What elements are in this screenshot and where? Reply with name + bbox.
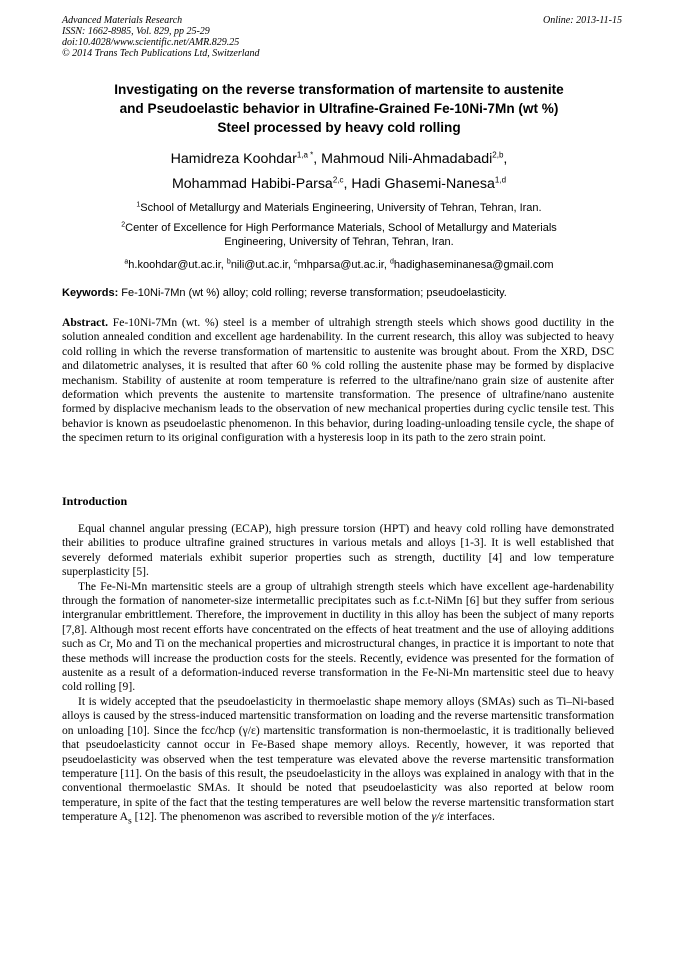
affil-text: Engineering, University of Tehran, Tehran, Iran. bbox=[224, 236, 454, 248]
authors-line-2 bbox=[40, 175, 638, 193]
paragraph bbox=[62, 695, 614, 829]
author-affil-mark: 2,b bbox=[492, 150, 504, 160]
issn-line: ISSN: 1662-8985, Vol. 829, pp 25-29 bbox=[62, 26, 210, 37]
keywords-text: Fe-10Ni-7Mn (wt %) alloy; cold rolling; reverse transformation; pseudoelasticity. bbox=[118, 287, 507, 299]
author-affil-mark: 1,d bbox=[494, 175, 507, 185]
subscript: s bbox=[128, 815, 132, 827]
keywords bbox=[62, 286, 618, 300]
title-line-3: Steel processed by heavy cold rolling bbox=[217, 120, 461, 135]
author-name: , Hadi Ghasemi-Nanesa bbox=[343, 176, 495, 192]
affiliation-1 bbox=[60, 201, 618, 215]
online-date: Online: 2013-11-15 bbox=[543, 15, 622, 26]
email-mark: d bbox=[389, 258, 394, 266]
email-link[interactable]: hadighaseminanesa@gmail.com bbox=[393, 259, 554, 271]
paragraph-text: interfaces. bbox=[443, 810, 495, 824]
author-name: Hamidreza Koohdar bbox=[170, 151, 297, 167]
author-affil-mark: 2,c bbox=[332, 175, 344, 185]
paragraph: Equal channel angular pressing (ECAP), high pressure torsion (HPT) and heavy cold rolling have demonstrated their abilities to produce ultrafine grained structures in various metals and alloys [1-3]. It is well established that severely deformed materials exhibit superior properties such as strength, ductility [4] and low temperature superplasticity [5]. bbox=[62, 522, 614, 579]
affil-text: School of Metallurgy and Materials Engineering, University of Tehran, Tehran, Iran. bbox=[140, 202, 542, 214]
copyright-line: © 2014 Trans Tech Publications Ltd, Switzerland bbox=[62, 48, 260, 59]
doi-line[interactable]: doi:10.4028/www.scientific.net/AMR.829.25 bbox=[62, 37, 240, 48]
author-emails bbox=[60, 258, 618, 272]
paragraph-text: It is widely accepted that the pseudoelasticity in thermoelastic shape memory alloys (SMAs) such as Ti–Ni-based alloys is caused by the stress-induced martensitic transformation on loading and the reverse martensitic transformation on unloading [10]. Since the fcc/hcp (γ/ε) martensitic transformation is non-thermoelastic, it is traditionally believed that pseudoelasticity cannot occur in Fe-Based shape memory alloys. Recently, however, it was reported that pseudoelasticity was observed when the test temperature was elevated above the reverse martensitic transformation temperature [11]. On the basis of this result, the pseudoelasticity in the alloys was explained in analogy with that in the conventional thermoelastic SMAs. It should be noted that pseudoelasticity was also reported at below room temperature, in spite of the fact that the testing temperatures are well below the reverse martensitic transformation start temperature A bbox=[62, 694, 614, 824]
paragraph: The Fe-Ni-Mn martensitic steels are a group of ultrahigh strength steels which have excellent age-hardenability through the formation of nanometer-size intermetallic precipitates such as f.c.t-NiMn [6] but they suffer from serious intergranular embrittlement. Therefore, the improvement in ductility in this alloy has been the subject of many reports [7,8]. Although most recent efforts have concentrated on the effects of heat treatment and the use of alloying additions such as Cr, Mo and Ti on the mechanical properties and microstructural changes, in practice it is important to note that these methods will increase the production costs for the steels. Recently, evidence was presented for the formation of austenite as a result of a deformation-induced reverse transformation in the Fe-Ni-Mn martensitic steel due to heavy cold rolling [9]. bbox=[62, 579, 614, 694]
abstract bbox=[62, 316, 614, 446]
affiliation-2 bbox=[60, 221, 618, 249]
journal-header bbox=[62, 15, 622, 59]
title-line-2: and Pseudoelastic behavior in Ultrafine-Grained Fe-10Ni-7Mn (wt %) bbox=[119, 101, 559, 116]
title-line-1: Investigating on the reverse transformation of martensite to austenite bbox=[114, 82, 564, 97]
affil-mark: 2 bbox=[121, 221, 126, 229]
italic-symbol: γ/ε bbox=[431, 810, 444, 824]
introduction-body bbox=[62, 522, 614, 829]
affil-text: Center of Excellence for High Performance Materials, School of Metallurgy and Materials bbox=[125, 222, 557, 234]
author-separator: , bbox=[503, 151, 508, 167]
keywords-label: Keywords: bbox=[62, 287, 119, 299]
email-link[interactable]: h.koohdar@ut.ac.ir, bbox=[128, 259, 227, 271]
email-link[interactable]: nili@ut.ac.ir, bbox=[230, 259, 294, 271]
authors-line-1 bbox=[40, 150, 638, 168]
abstract-text: Fe-10Ni-7Mn (wt. %) steel is a member of ultrahigh strength steels which shows good ductility in the solution annealed condition and excellent age hardenability. In the current research, this alloy was subjected to heavy cold rolling in which the reverse transformation of martensitic to austenite was brought about. From the XRD, DSC and dilatometric analyses, it is resulted that after 60 % cold rolling the austenite phase may be formed by displacive mechanism. Stability of austenite at room temperature is referred to the ultrafine/nano grain size of austenite after deformation which prevents the austenite to martensite transformation. The presence of ultrafine/nano austenite formed by displacive mechanism leads to the observation of new mechanical properties during cyclic tensile test. This behavior is known as pseudoelastic phenomenon. In this behavior, during loading-unloading tensile cycle, the shape of the specimen return to its original configuration with a hysteresis loop in its path to the zero strain point. bbox=[62, 316, 614, 445]
journal-name: Advanced Materials Research bbox=[62, 15, 183, 26]
abstract-label: Abstract. bbox=[62, 316, 109, 329]
author-affil-mark: 1,a * bbox=[296, 150, 314, 160]
section-heading-introduction: Introduction bbox=[62, 494, 128, 508]
affil-mark: 1 bbox=[136, 201, 141, 209]
email-link[interactable]: mhparsa@ut.ac.ir, bbox=[297, 259, 390, 271]
author-name: , Mahmoud Nili-Ahmadabadi bbox=[313, 151, 493, 167]
email-mark: c bbox=[293, 258, 298, 266]
email-mark: a bbox=[124, 258, 129, 266]
paper-title bbox=[40, 80, 638, 137]
paragraph-text: [12]. The phenomenon was ascribed to reversible motion of the bbox=[131, 810, 432, 824]
email-mark: b bbox=[226, 258, 231, 266]
author-name: Mohammad Habibi-Parsa bbox=[171, 176, 333, 192]
